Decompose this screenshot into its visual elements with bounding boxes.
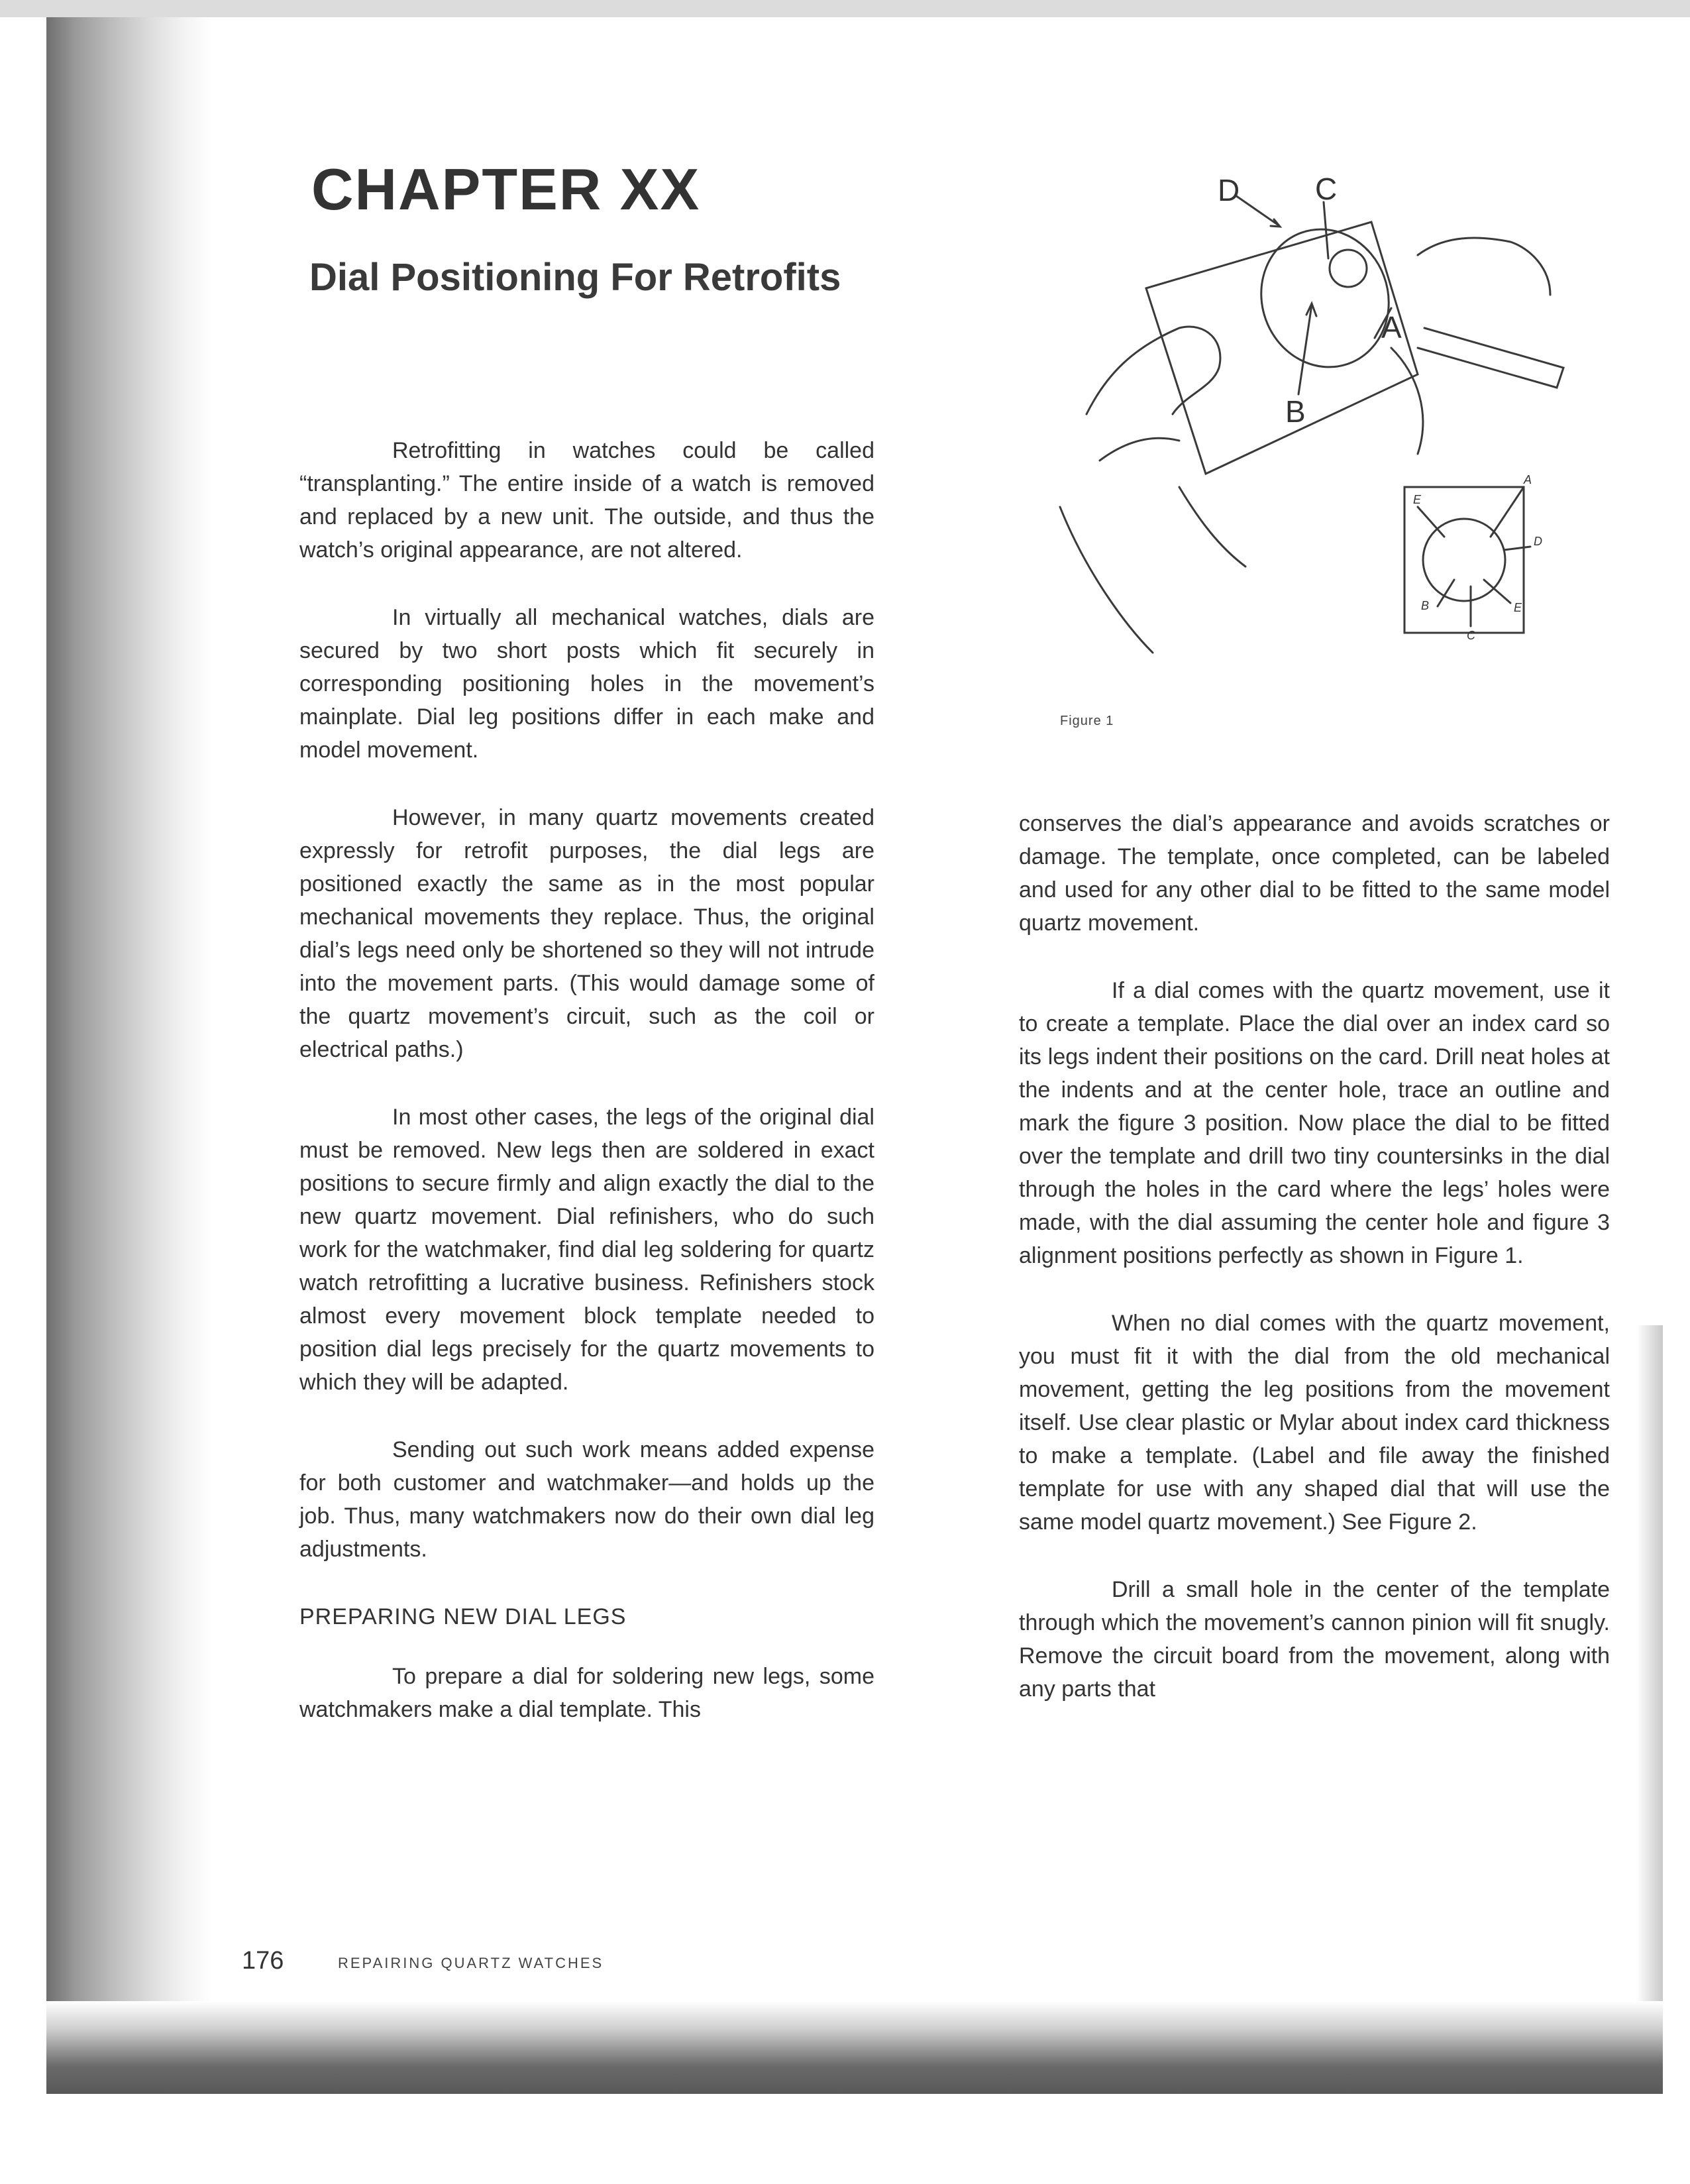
page-number: 176 xyxy=(242,1947,284,1975)
inset-label-b: B xyxy=(1421,599,1430,612)
paragraph: Drill a small hole in the center of the template through which the movement’s cannon pinion will fit snugly. Remove the circuit board from the movement, along with any parts that xyxy=(1019,1577,1610,1702)
label-a: A xyxy=(1381,310,1402,345)
template-card xyxy=(1146,222,1418,474)
paragraph: To prepare a dial for soldering new legs, some watchmakers make a dial template. This xyxy=(299,1664,874,1722)
paragraph: However, in many quartz movements created expressly for retrofit purposes, the dial legs are positioned exactly the same as in the most popular mechanical movements they replace. Thus, the original dial’s legs need only be shortened so they will not intrude into the movement parts. (This would damage some of the quartz movement’s circuit, such as the coil or electrical paths.) xyxy=(299,805,874,1062)
chapter-subtitle: Dial Positioning For Retrofits xyxy=(309,256,841,299)
inset-label-e: E xyxy=(1514,601,1522,614)
inset-label-a: A xyxy=(1524,473,1532,486)
right-hand xyxy=(1418,238,1550,295)
arrow-d xyxy=(1236,195,1279,225)
paragraph: conserves the dial’s appearance and avoids scratches or damage. The template, once completed, can be labeled and used for any other dial to be fitted to the same model quartz movement. xyxy=(1019,811,1610,936)
paragraph: When no dial comes with the quartz movement, you must fit it with the dial from the old mechanical movement, getting the leg positions from the movement itself. Use clear plastic or Mylar about index card thickness to make a template. (Label and file away the finished template for use with any shaped dial that will use the same model quartz movement.) See Figure 2. xyxy=(1019,1311,1610,1535)
label-b: B xyxy=(1285,394,1306,429)
right-column xyxy=(1019,807,1610,1740)
scan-bottom-shadow xyxy=(46,2001,1663,2094)
label-c: C xyxy=(1315,176,1338,206)
drill-tool xyxy=(1418,328,1563,388)
label-d: D xyxy=(1218,176,1240,207)
left-column xyxy=(299,434,874,1761)
arm-outline xyxy=(1060,507,1153,653)
running-title: REPAIRING QUARTZ WATCHES xyxy=(338,1955,604,1971)
book-binding-shadow xyxy=(46,17,212,2045)
inset-label-d: D xyxy=(1534,535,1542,548)
figure-caption: Figure 1 xyxy=(1060,714,1114,728)
arm-outline-inner xyxy=(1179,487,1245,567)
scan-right-edge xyxy=(1636,1325,1663,2014)
paragraph: In virtually all mechanical watches, dials are secured by two short posts which fit securely in corresponding positioning holes in the movement’s mainplate. Dial leg positions differ in each make and model movement. xyxy=(299,605,874,763)
paragraph: Retrofitting in watches could be called “transplanting.” The entire inside of a watch is removed and replaced by a new unit. The outside, and thus the watch’s original appearance, are not altered. xyxy=(299,438,874,563)
right-hand-finger xyxy=(1391,348,1423,454)
arrow-b xyxy=(1298,305,1312,394)
scan-top-edge xyxy=(0,0,1690,17)
inset-label-e-top: E xyxy=(1413,493,1422,506)
section-heading: PREPARING NEW DIAL LEGS xyxy=(299,1604,627,1629)
watch-dial xyxy=(1242,211,1408,385)
figure-1-illustration xyxy=(1047,176,1603,666)
paragraph: If a dial comes with the quartz movement, use it to create a template. Place the dial over an index card so its legs indent their positions on the card. Drill neat holes at the indents and at the center hole, trace an outline and mark the figure 3 position. Now place the dial to be fitted over the template and drill two tiny countersinks in the dial through the holes in the card where the legs’ holes were made, with the dial assuming the center hole and figure 3 alignment positions perfectly as shown in Figure 1. xyxy=(1019,978,1610,1268)
inset-label-c: C xyxy=(1467,629,1475,642)
hands-drilling-dial-drawing xyxy=(1047,176,1603,666)
left-hand xyxy=(1086,327,1220,414)
paragraph: Sending out such work means added expense for both customer and watchmaker—and holds up the job. Thus, many watchmakers now do their own dial leg adjustments. xyxy=(299,1437,874,1562)
paragraph: In most other cases, the legs of the original dial must be removed. New legs then are soldered in exact positions to secure firmly and align exactly the dial to the new quartz movement. Dial refinishers, who do such work for the watchmaker, find dial leg soldering for quartz watch retrofitting a lucrative business. Refinishers stock almost every movement block template needed to position dial legs precisely for the quartz movements to which they will be adapted. xyxy=(299,1105,874,1395)
dial-subseconds xyxy=(1330,250,1367,287)
left-hand-finger xyxy=(1100,438,1179,461)
chapter-title: CHAPTER XX xyxy=(311,156,701,222)
